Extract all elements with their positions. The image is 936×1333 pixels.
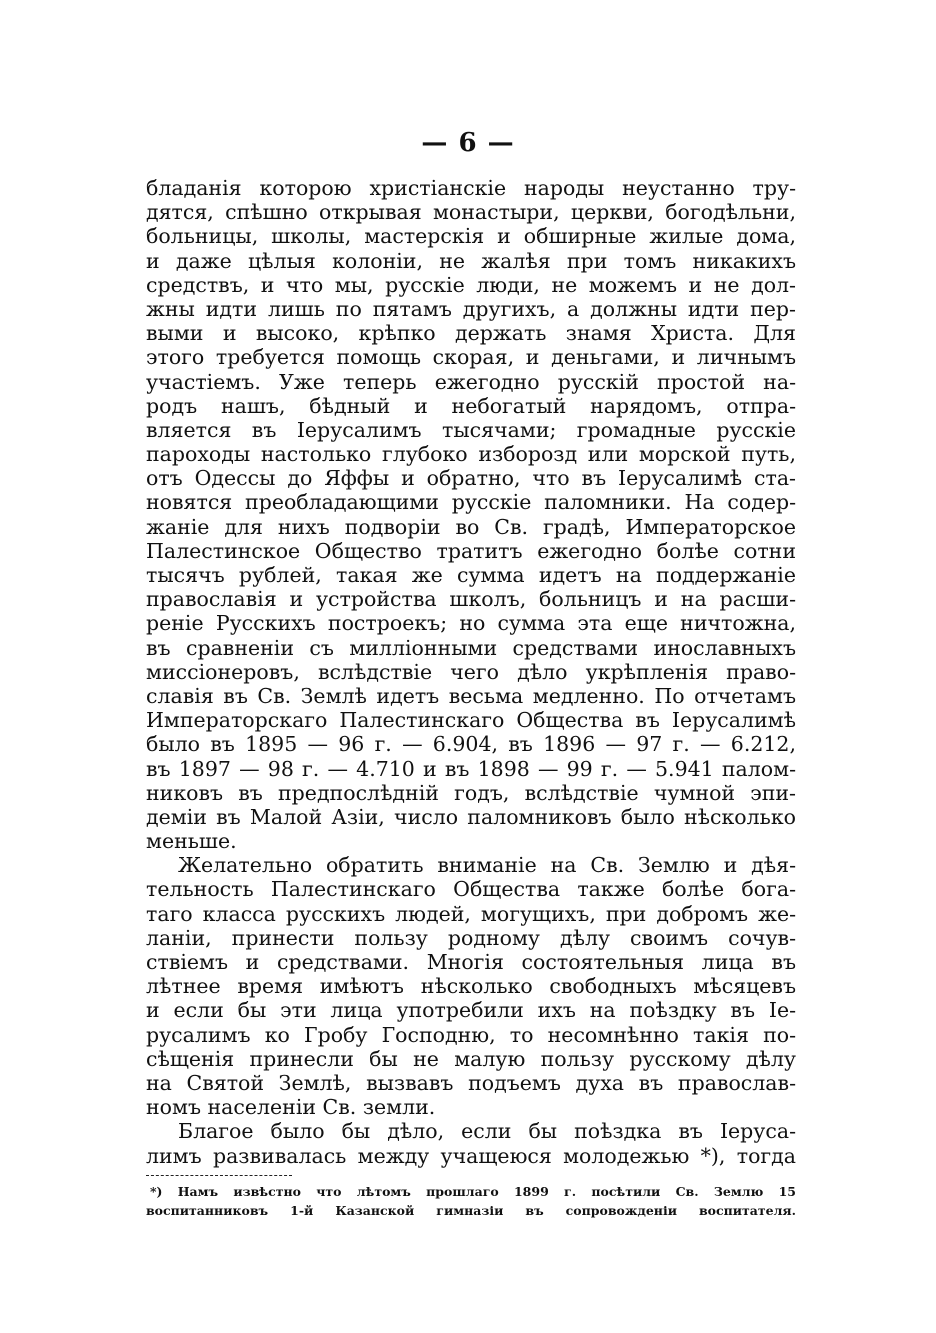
text-line: вляется въ Іерусалимъ тысячами; громадные русскіе bbox=[146, 417, 796, 442]
text-line: дятся, спѣшно открывая монастыри, церкви, богодѣльни, bbox=[146, 200, 796, 225]
text-line: родъ нашъ, бѣдный и небогатый нарядомъ, отпра- bbox=[146, 393, 796, 418]
text-line: Желательно обратить вниманіе на Св. Землю и дѣя- bbox=[178, 853, 796, 878]
text-line: въ сравненіи съ милліонными средствами инославныхъ bbox=[146, 635, 796, 660]
text-line: на Святой Землѣ, вызвавъ подъемъ духа въ православ- bbox=[146, 1070, 796, 1095]
text-line: никовъ въ предпослѣдній годъ, вслѣдствіе чумной эпи- bbox=[146, 780, 796, 805]
body-text bbox=[146, 176, 796, 1168]
text-line: реніе Русскихъ построекъ; но сумма эта еще ничтожна, bbox=[146, 611, 796, 636]
text-line: сѣщенія принесли бы не малую пользу русскому дѣлу bbox=[146, 1046, 796, 1071]
text-line: участіемъ. Уже теперь ежегодно русскій простой на- bbox=[146, 369, 796, 394]
text-line: славія въ Св. Землѣ идетъ весьма медленно. По отчетамъ bbox=[146, 683, 796, 708]
text-line: лимъ развивалась между учащеюся молодежью *), тогда bbox=[146, 1143, 796, 1168]
text-line: номъ населеніи Св. земли. bbox=[146, 1095, 436, 1120]
text-line: Благое было бы дѣло, если бы поѣздка въ Іеруса- bbox=[178, 1119, 796, 1144]
text-line: Палестинское Общество тратитъ ежегодно болѣе сотни bbox=[146, 538, 796, 563]
text-line: Императорскаго Палестинскаго Общества въ Іерусалимѣ bbox=[146, 708, 796, 733]
text-line: пароходы настолько глубоко изборозд или морской путь, bbox=[146, 442, 796, 467]
text-line: отъ Одессы до Яффы и обратно, что въ Іерусалимѣ ста- bbox=[146, 466, 796, 491]
text-line: выми и высоко, крѣпко держать знамя Христа. Для bbox=[146, 321, 796, 346]
text-line: ствіемъ и средствами. Многія состоятельныя лица въ bbox=[146, 950, 796, 974]
text-line: тысячъ рублей, такая же сумма идетъ на поддержаніе bbox=[146, 563, 796, 587]
text-line: этого требуется помощь скорая, и деньгами, и личнымъ bbox=[146, 345, 796, 370]
footnote-line: воспитанниковъ 1-й Казанской гимназіи въ сопровожденіи воспитателя. bbox=[146, 1203, 796, 1218]
text-line: миссіонеровъ, вслѣдствіе чего дѣло укрѣпленія право- bbox=[146, 659, 796, 684]
text-line: тельность Палестинскаго Общества также болѣе бога- bbox=[146, 877, 796, 902]
text-line: православія и устройства школъ, больницъ и на расши- bbox=[146, 587, 796, 612]
text-line: лѣтнее время имѣютъ нѣсколько свободныхъ мѣсяцевъ bbox=[146, 974, 796, 999]
text-line: жны идти лишь по пятамъ другихъ, а должны идти пер- bbox=[146, 296, 796, 321]
text-line: и если бы эти лица употребили ихъ на поѣздку въ Іе- bbox=[146, 998, 796, 1023]
text-line: было въ 1895 — 96 г. — 6.904, въ 1896 — 97 г. — 6.212, bbox=[146, 732, 796, 757]
text-line: въ 1897 — 98 г. — 4.710 и въ 1898 — 99 г. — 5.941 палом- bbox=[146, 756, 796, 781]
text-line: меньше. bbox=[146, 829, 237, 854]
footnote-line: *) Намъ извѣстно что лѣтомъ прошлаго 1899 г. посѣтили Св. Землю 15 bbox=[150, 1184, 796, 1199]
text-line: бладанія которою христіанскіе народы неустанно тру- bbox=[146, 176, 796, 200]
text-line: таго класса русскихъ людей, могущихъ, при добромъ же- bbox=[146, 901, 796, 926]
text-line: ланіи, принести пользу родному дѣлу своимъ сочув- bbox=[146, 925, 796, 950]
footnote-divider bbox=[146, 1175, 292, 1176]
text-line: средствъ, и что мы, русскіе люди, не можемъ и не дол- bbox=[146, 272, 796, 297]
page-number: — 6 — bbox=[421, 128, 515, 158]
text-line: и даже цѣлыя колоніи, не жалѣя при томъ никакихъ bbox=[146, 248, 796, 273]
footnote bbox=[146, 1182, 796, 1220]
text-line: больницы, школы, мастерскія и обширные жилые дома, bbox=[146, 224, 796, 249]
text-line: новятся преобладающими русскіе паломники. На содер- bbox=[146, 490, 796, 515]
text-line: жаніе для нихъ подворіи во Св. градѣ, Императорское bbox=[146, 514, 796, 539]
text-line: русалимъ ко Гробу Господню, то несомнѣнно такія по- bbox=[146, 1022, 796, 1047]
text-line: деміи въ Малой Азіи, число паломниковъ было нѣсколько bbox=[146, 804, 796, 829]
